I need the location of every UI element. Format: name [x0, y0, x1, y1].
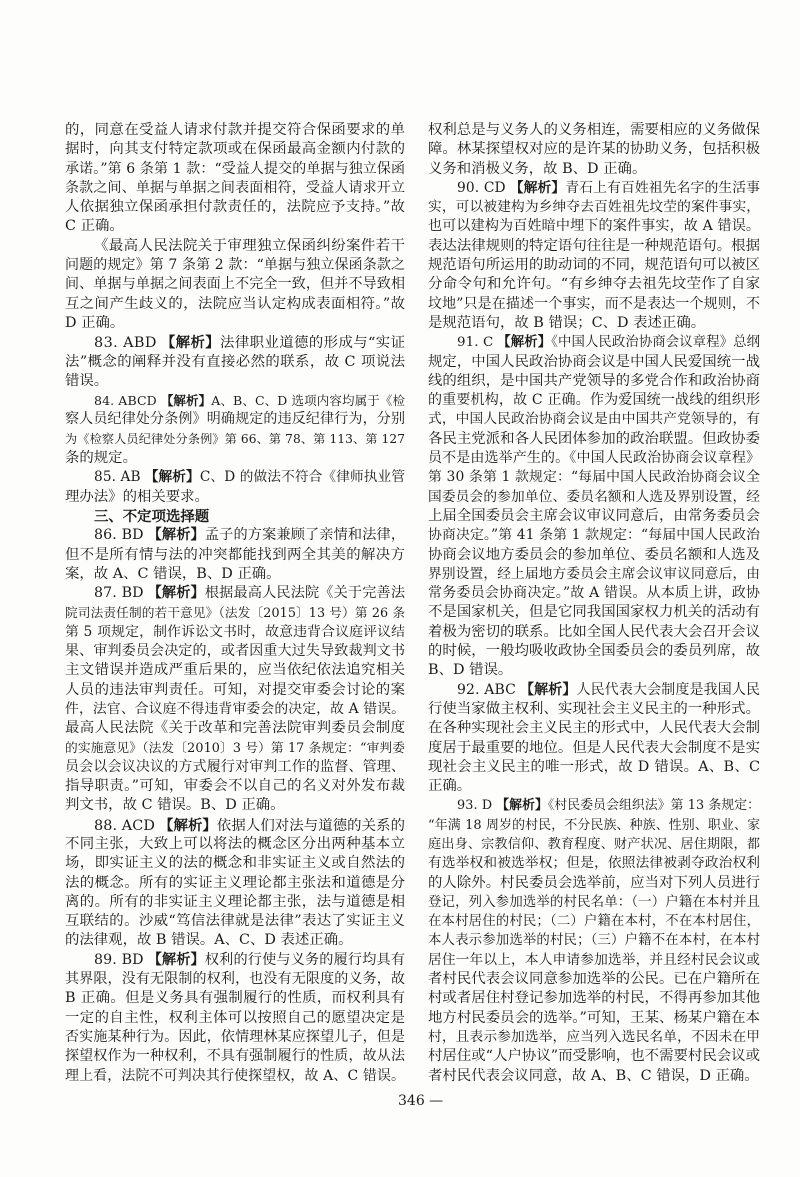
answer-key: 84. ABCD — [94, 393, 157, 409]
text-line: 正确。 — [428, 778, 472, 795]
text-line: 坟地”只是在描述一个事实，而不是表达一个规则，不 — [428, 295, 760, 312]
line-text: C、D 的做法不符合《律师执业管 — [199, 469, 405, 486]
text-line: 据时，向其支付特定款项或在保函最高金额内付款的 — [65, 141, 405, 158]
analysis-label: 【解析】 — [147, 527, 205, 544]
line-text: 权利的行使与义务的履行均具有 — [204, 951, 405, 968]
text-line: 表达法律规则的特定语句往往是一种规范语句。根据 — [428, 237, 760, 254]
line-text: 法律职业道德的形成与“实证 — [220, 335, 405, 352]
line-text: 《中国人民政治协商会议章程》总纲 — [551, 335, 760, 351]
text-line: 的时候，一般均吸收政协全国委员会的委员列席，故 — [428, 643, 760, 660]
text-line: 障。林某探望权对应的是许某的协助义务，包括积极 — [428, 141, 760, 158]
text-line: 法”概念的阐释并没有直接必然的联系，故 C 项说法 — [65, 353, 405, 370]
text-line: 院司法责任制的若干意见》（法发〔2015〕13 号）第 26 条 — [65, 605, 405, 621]
text-line: 在各种实现社会主义民主的形式中，人民代表大会制 — [428, 720, 760, 737]
answer-key: 90. CD — [457, 179, 506, 196]
analysis-label: 【解析】 — [496, 798, 548, 814]
answer-line — [428, 796, 760, 815]
analysis-label: 【解析】 — [144, 469, 200, 486]
answer-line — [428, 179, 760, 198]
text-line: 错误。 — [65, 372, 109, 389]
text-line: 国委员会的参加单位、委员名额和人选及界别设置，经 — [428, 488, 760, 505]
text-line: 案，故 A、C 错误，B、D 正确。 — [65, 565, 281, 582]
text-line: 的实施意见》（法发〔2010〕3 号）第 17 条规定：“审判委 — [65, 740, 405, 756]
line-text: 依据人们对法与道德的关系的 — [216, 817, 405, 834]
analysis-label: 【解析】 — [519, 681, 577, 698]
text-line: 人员的违法审判责任。可知，对提交审委会讨论的案 — [65, 681, 405, 698]
text-line: 理办法》的相关要求。 — [65, 488, 209, 505]
text-line: 探望权作为一种权利，不具有强制履行的性质，故从法 — [65, 1048, 405, 1065]
text-line: 村居住或“人户协议”而受影响，也不需要村民会议或 — [428, 1048, 760, 1065]
text-line: 的重要机构，故 C 正确。作为爱国统一战线的组织形 — [428, 392, 760, 409]
text-line: 第 5 项规定，制作诉讼文书时，故意违背合议庭评议结 — [65, 623, 405, 640]
text-line: 不同主张，大致上可以将法的概念区分出两种基本立 — [65, 835, 405, 852]
text-line: B、D 错误。 — [428, 662, 513, 679]
text-line: 问题的规定》第 7 条第 2 款：“单据与独立保函条款之 — [65, 257, 405, 274]
text-line: 本人表示参加选举的村民；（三）户籍不在本村，在本村 — [428, 933, 760, 949]
text-line: 常务委员会协商决定。”故 A 错误。从本质上讲，政协 — [428, 585, 760, 602]
text-line: 现社会主义民主的唯一形式，故 D 错误。A、B、C — [428, 758, 760, 775]
line-text: 孟子的方案兼顾了亲情和法律， — [204, 527, 405, 544]
text-line: 也可以建构为百姓暗中埋下的案件事实，故 A 错误。 — [428, 218, 760, 235]
text-line: 村或者居住村登记参加选举的村民，不得再参加其他 — [428, 990, 760, 1007]
page-number: 346 — — [398, 1093, 444, 1109]
analysis-label: 【解析】 — [147, 951, 205, 968]
text-line: 场，即实证主义的法的概念和非实证主义或自然法的 — [65, 855, 405, 872]
text-line: 地方村民委员会的选举。”可知，王某、杨某户籍在本 — [428, 1009, 760, 1026]
text-line: 员会以会议决议的方式履行对审判工作的监督、管理、 — [65, 758, 405, 775]
answer-key: 89. BD — [94, 951, 144, 968]
text-line: 协商会议地方委员会的参加单位、委员名额和人选及 — [428, 546, 760, 563]
text-line: 员不是由选举产生的。《中国人民政治协商会议章程》 — [428, 450, 760, 467]
text-line: 式，中国人民政治协商会议是由中国共产党领导的，有 — [428, 411, 760, 428]
text-line: 度居于最重要的地位。但是人民代表大会制度不是实 — [428, 739, 760, 756]
answer-line — [65, 951, 405, 970]
line-text: 青石上有百姓祖先名字的生活事 — [565, 179, 760, 196]
left-column — [65, 121, 405, 1086]
line-text: 根据最高人民法院《关于完善法 — [204, 585, 405, 602]
text-line: 分命令句和允许句。“有乡绅夺去祖先坟茔作了自家 — [428, 276, 760, 293]
text-line: 承诺。”第 6 条第 1 款：“受益人提交的单据与独立保函 — [65, 160, 405, 177]
text-line: 不是国家机关，但是它同我国国家权力机关的活动有 — [428, 604, 760, 621]
text-line: 协商决定。”第 41 条第 1 款规定：“每届中国人民政治 — [428, 527, 760, 544]
text-line: 一定的自主性，权利主体可以按照自己的愿望决定是 — [65, 1009, 405, 1026]
text-line: 其界限，没有无限制的权利，也没有无限度的义务，故 — [65, 971, 405, 988]
answer-line — [65, 584, 405, 603]
text-line: 的人除外。村民委员会选举前，应当对下列人员进行 — [428, 874, 760, 891]
text-line: 离的。所有的非实证主义理论都主张，法与道德是相 — [65, 893, 405, 910]
text-line: 互联结的。沙威“笃信法律就是法律”表达了实证主义 — [65, 913, 405, 930]
text-line: 上届全国委员会主席会议审议同意后，由常务委员会 — [428, 507, 760, 524]
answer-line — [65, 333, 405, 352]
text-line: 果、审判委员会决定的，或者因重大过失导致裁判文书 — [65, 643, 405, 660]
text-line: 在本村居住的村民；（二）户籍在本村，不在本村居住， — [428, 914, 760, 930]
text-line: 界别设置，经上届地方委员会主席会议审议同意后，由 — [428, 565, 760, 582]
text-line: 最高人民法院《关于改革和完善法院审判委员会制度 — [65, 720, 405, 737]
analysis-label: 【解析】 — [147, 585, 205, 602]
answer-key: 83. ABD — [94, 335, 157, 352]
section-heading: 三、不定项选择题 — [94, 507, 210, 525]
text-line: 村，且表示参加选举，应当列入选民名单，不因未在甲 — [428, 1028, 760, 1045]
answer-key: 87. BD — [94, 585, 144, 602]
text-line: 条款之间、单据与单据之间表面相符，受益人请求开立 — [65, 179, 405, 196]
answer-line — [65, 526, 405, 545]
analysis-label: 【解析】 — [159, 816, 217, 834]
text-line: 指导职责。”可知，审委会不以自己的名义对外发布裁 — [65, 778, 405, 795]
text-line: “年满 18 周岁的村民，不分民族、种族、性别、职业、家 — [428, 817, 760, 833]
text-line: 否实施某种行为。因此，依情理林某应探望儿子，但是 — [65, 1028, 405, 1045]
answer-key: 91. C — [457, 335, 494, 351]
text-line: 条的规定。 — [65, 450, 137, 467]
text-line: 互之间产生歧义的，法院应当认定构成表面相符。”故 — [65, 295, 405, 312]
text-line: 者村民代表会议同意参加选举的公民。已在户籍所在 — [428, 971, 760, 988]
answer-line — [428, 333, 760, 352]
analysis-label: 【解析】 — [497, 334, 552, 351]
text-line: 着极为密切的联系。比如全国人民代表大会召开会议 — [428, 623, 760, 640]
answer-key: 86. BD — [94, 527, 144, 544]
text-line: D 正确。 — [65, 314, 125, 331]
line-text: 人民代表大会制度是我国人民 — [576, 681, 760, 698]
text-line: C 正确。 — [65, 218, 124, 235]
line-text: A、B、C、D 选项内容均属于《检 — [211, 393, 405, 409]
text-line: 规范语句所运用的助动词的不同，规范语句可以被区 — [428, 257, 760, 274]
text-line: 行使当家做主权利、实现社会主义民主的一种形式。 — [428, 700, 760, 717]
text-line: 实，可以被建构为乡绅夺去百姓祖先坟茔的案件事实， — [428, 199, 760, 216]
text-line: 但不是所有情与法的冲突都能找到两全其美的解决方 — [65, 546, 405, 563]
answer-key: 92. ABC — [457, 681, 516, 698]
text-line: 居住一年以上，本人申请参加选举，并且经村民会议或 — [428, 951, 760, 968]
text-line: 庭出身、宗教信仰、教育程度、财产状况、居住期限，都 — [428, 836, 760, 852]
analysis-label: 【解析】 — [509, 179, 566, 196]
text-line: 为《检察人员纪律处分条例》第 66、第 78、第 113、第 127 — [65, 431, 405, 446]
text-line: 者村民代表会议同意，故 A、B、C 错误，D 正确。 — [428, 1067, 759, 1084]
text-line: 判文书，故 C 错误。B、D 正确。 — [65, 797, 285, 814]
text-line: 察人员纪律处分条例》明确规定的违反纪律行为，分别 — [65, 411, 405, 428]
answer-line — [65, 391, 405, 410]
analysis-label: 【解析】 — [160, 393, 212, 409]
text-line: 义务和消极义务，故 B、D 正确。 — [428, 160, 647, 177]
text-line: 的，同意在受益人请求付款并提交符合保函要求的单 — [65, 122, 405, 138]
text-line: 权利总是与义务人的义务相连，需要相应的义务做保 — [428, 122, 760, 138]
text-line: 是规范语句，故 B 错误；C、D 表述正确。 — [428, 314, 706, 331]
answer-key: 93. D — [457, 798, 493, 814]
line-text: 《村民委员会组织法》第 13 条规定： — [547, 798, 760, 814]
text-line: 线的组织，是中国共产党领导的多党合作和政治协商 — [428, 372, 760, 389]
text-line: 第 30 条第 1 款规定：“每届中国人民政治协商会议全 — [428, 469, 760, 486]
text-line: 的法律观，故 B 错误。A、C、D 表述正确。 — [65, 932, 353, 949]
text-line: 理上看，法院不可判决其行使探望权，故 A、C 错误。 — [65, 1067, 405, 1084]
text-line: 有选举权和被选举权；但是，依照法律被剥夺政治权利 — [428, 855, 760, 872]
answer-line — [428, 681, 760, 700]
text-line: 间、单据与单据之间表面上不完全一致，但并不导致相 — [65, 276, 405, 293]
right-column — [428, 121, 760, 1086]
text-line: B 正确。但是义务具有强制履行的性质，而权利具有 — [65, 990, 405, 1007]
text-line: 件，法官、合议庭不得违背审委会的决定，故 A 错误。 — [65, 700, 405, 717]
text-line: 登记，列入参加选举的村民名单：（一）户籍在本村并且 — [428, 894, 760, 910]
answer-line — [65, 816, 405, 835]
text-line: 主文错误并造成严重后果的，应当依纪依法追究相关 — [65, 662, 405, 679]
text-line: 《最高人民法院关于审理独立保函纠纷案件若干 — [94, 237, 405, 254]
answer-key: 88. ACD — [94, 817, 155, 834]
text-line: 规定，中国人民政治协商会议是中国人民爱国统一战 — [428, 353, 760, 370]
answer-line — [65, 468, 405, 487]
analysis-label: 【解析】 — [160, 334, 221, 352]
text-line: 各民主党派和各人民团体参加的政治联盟。但政协委 — [428, 430, 760, 447]
answer-key: 85. AB — [94, 469, 141, 486]
text-line: 人依据独立保函承担付款责任的，法院应予支持。”故 — [65, 199, 405, 216]
text-line: 法的概念。所有的实证主义理论都主张法和道德是分 — [65, 874, 405, 891]
